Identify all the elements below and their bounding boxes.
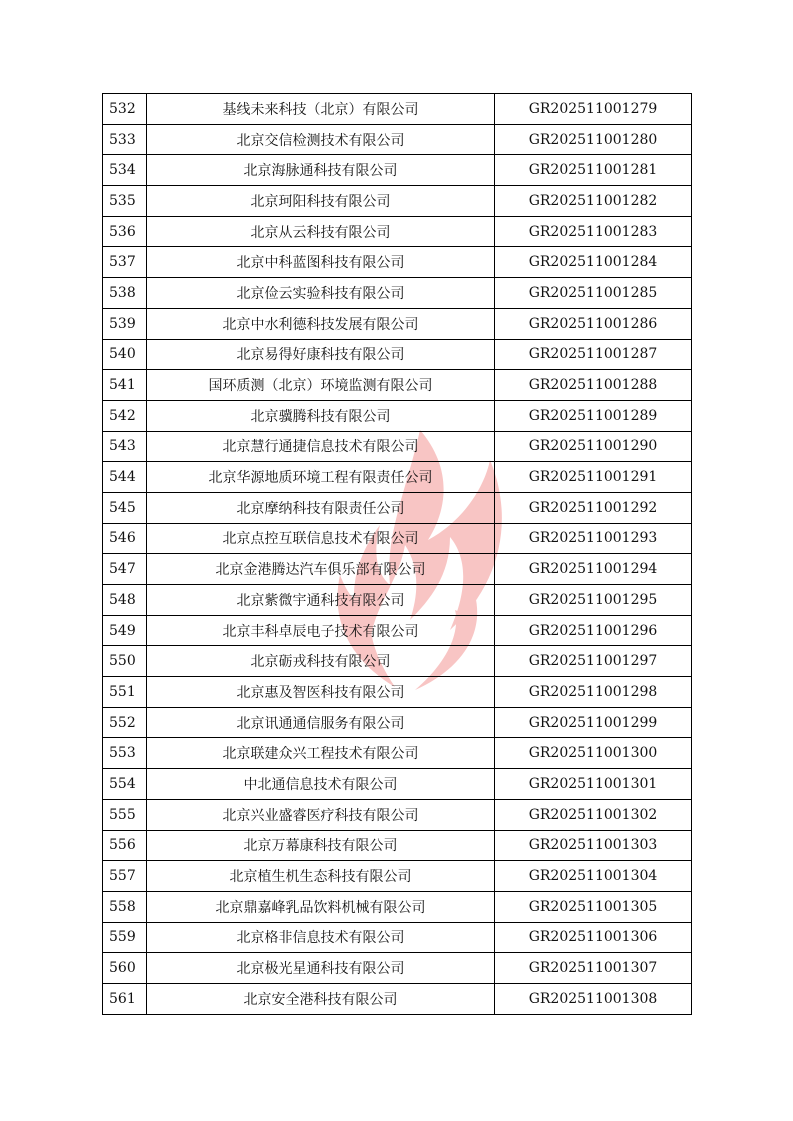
table-row [103, 462, 692, 493]
company-name: 北京中水利德科技发展有限公司 [147, 308, 495, 339]
certificate-number: GR202511001291 [495, 462, 692, 493]
table-body [103, 94, 692, 1015]
company-name: 北京珂阳科技有限公司 [147, 186, 495, 217]
certificate-number: GR202511001293 [495, 523, 692, 554]
row-number: 551 [103, 677, 147, 708]
row-number: 537 [103, 247, 147, 278]
table-row [103, 523, 692, 554]
certificate-number: GR202511001281 [495, 155, 692, 186]
company-name: 北京鼎嘉峰乳品饮料机械有限公司 [147, 891, 495, 922]
certificate-number: GR202511001308 [495, 983, 692, 1014]
company-name: 北京惠及智医科技有限公司 [147, 677, 495, 708]
table-row [103, 186, 692, 217]
row-number: 535 [103, 186, 147, 217]
company-name: 北京华源地质环境工程有限责任公司 [147, 462, 495, 493]
company-name: 北京中科蓝图科技有限公司 [147, 247, 495, 278]
table-row [103, 554, 692, 585]
company-name: 北京交信检测技术有限公司 [147, 124, 495, 155]
certificate-number: GR202511001287 [495, 339, 692, 370]
company-name: 北京点控互联信息技术有限公司 [147, 523, 495, 554]
certificate-number: GR202511001280 [495, 124, 692, 155]
row-number: 546 [103, 523, 147, 554]
row-number: 549 [103, 615, 147, 646]
row-number: 554 [103, 769, 147, 800]
company-name: 北京易得好康科技有限公司 [147, 339, 495, 370]
table-row [103, 769, 692, 800]
certificate-number: GR202511001279 [495, 94, 692, 125]
certificate-number: GR202511001294 [495, 554, 692, 585]
table-row [103, 431, 692, 462]
company-name: 北京摩纳科技有限责任公司 [147, 492, 495, 523]
table-row [103, 155, 692, 186]
table-row [103, 94, 692, 125]
certificate-number: GR202511001299 [495, 707, 692, 738]
table-row [103, 953, 692, 984]
row-number: 557 [103, 861, 147, 892]
row-number: 540 [103, 339, 147, 370]
row-number: 560 [103, 953, 147, 984]
company-name: 北京兴业盛睿医疗科技有限公司 [147, 799, 495, 830]
table-row [103, 677, 692, 708]
table-row [103, 216, 692, 247]
company-name: 中北通信息技术有限公司 [147, 769, 495, 800]
table-row [103, 646, 692, 677]
row-number: 539 [103, 308, 147, 339]
table-row [103, 615, 692, 646]
table-row [103, 370, 692, 401]
certificate-number: GR202511001306 [495, 922, 692, 953]
company-name: 北京砺戎科技有限公司 [147, 646, 495, 677]
row-number: 536 [103, 216, 147, 247]
table-row [103, 891, 692, 922]
table-row [103, 983, 692, 1014]
table-row [103, 922, 692, 953]
company-name: 北京格非信息技术有限公司 [147, 922, 495, 953]
row-number: 559 [103, 922, 147, 953]
row-number: 555 [103, 799, 147, 830]
certificate-number: GR202511001303 [495, 830, 692, 861]
row-number: 548 [103, 585, 147, 616]
table-row [103, 707, 692, 738]
company-name: 北京海脉通科技有限公司 [147, 155, 495, 186]
company-name: 基线未来科技（北京）有限公司 [147, 94, 495, 125]
row-number: 538 [103, 278, 147, 309]
row-number: 542 [103, 400, 147, 431]
row-number: 552 [103, 707, 147, 738]
certificate-number: GR202511001285 [495, 278, 692, 309]
certificate-number: GR202511001305 [495, 891, 692, 922]
table-row [103, 308, 692, 339]
certificate-number: GR202511001304 [495, 861, 692, 892]
certificate-number: GR202511001288 [495, 370, 692, 401]
certificate-number: GR202511001283 [495, 216, 692, 247]
table-row [103, 247, 692, 278]
row-number: 550 [103, 646, 147, 677]
row-number: 547 [103, 554, 147, 585]
certificate-number: GR202511001298 [495, 677, 692, 708]
row-number: 543 [103, 431, 147, 462]
row-number: 541 [103, 370, 147, 401]
row-number: 544 [103, 462, 147, 493]
certificate-number: GR202511001292 [495, 492, 692, 523]
company-name: 北京慧行通捷信息技术有限公司 [147, 431, 495, 462]
row-number: 561 [103, 983, 147, 1014]
table-row [103, 400, 692, 431]
table-row [103, 799, 692, 830]
row-number: 558 [103, 891, 147, 922]
company-name: 北京骥腾科技有限公司 [147, 400, 495, 431]
certificate-number: GR202511001284 [495, 247, 692, 278]
table-row [103, 830, 692, 861]
table-row [103, 861, 692, 892]
table-row [103, 492, 692, 523]
table-row [103, 585, 692, 616]
company-name: 北京联建众兴工程技术有限公司 [147, 738, 495, 769]
company-name: 北京极光星通科技有限公司 [147, 953, 495, 984]
certificate-number: GR202511001300 [495, 738, 692, 769]
row-number: 553 [103, 738, 147, 769]
certificate-number: GR202511001301 [495, 769, 692, 800]
certificate-number: GR202511001289 [495, 400, 692, 431]
company-name: 北京紫微宇通科技有限公司 [147, 585, 495, 616]
certificate-number: GR202511001286 [495, 308, 692, 339]
certificate-number: GR202511001307 [495, 953, 692, 984]
row-number: 545 [103, 492, 147, 523]
company-list-table [102, 93, 692, 1015]
row-number: 533 [103, 124, 147, 155]
company-name: 北京金港腾达汽车俱乐部有限公司 [147, 554, 495, 585]
company-name: 北京植生机生态科技有限公司 [147, 861, 495, 892]
table-row [103, 339, 692, 370]
table-row [103, 738, 692, 769]
row-number: 532 [103, 94, 147, 125]
table-row [103, 124, 692, 155]
row-number: 556 [103, 830, 147, 861]
table-row [103, 278, 692, 309]
company-name: 北京安全港科技有限公司 [147, 983, 495, 1014]
company-name: 国环质测（北京）环境监测有限公司 [147, 370, 495, 401]
company-name: 北京俭云实验科技有限公司 [147, 278, 495, 309]
certificate-number: GR202511001290 [495, 431, 692, 462]
certificate-number: GR202511001297 [495, 646, 692, 677]
certificate-number: GR202511001282 [495, 186, 692, 217]
certificate-number: GR202511001302 [495, 799, 692, 830]
company-name: 北京丰科卓辰电子技术有限公司 [147, 615, 495, 646]
certificate-number: GR202511001296 [495, 615, 692, 646]
certificate-number: GR202511001295 [495, 585, 692, 616]
company-name: 北京讯通通信服务有限公司 [147, 707, 495, 738]
company-name: 北京从云科技有限公司 [147, 216, 495, 247]
company-name: 北京万幕康科技有限公司 [147, 830, 495, 861]
row-number: 534 [103, 155, 147, 186]
